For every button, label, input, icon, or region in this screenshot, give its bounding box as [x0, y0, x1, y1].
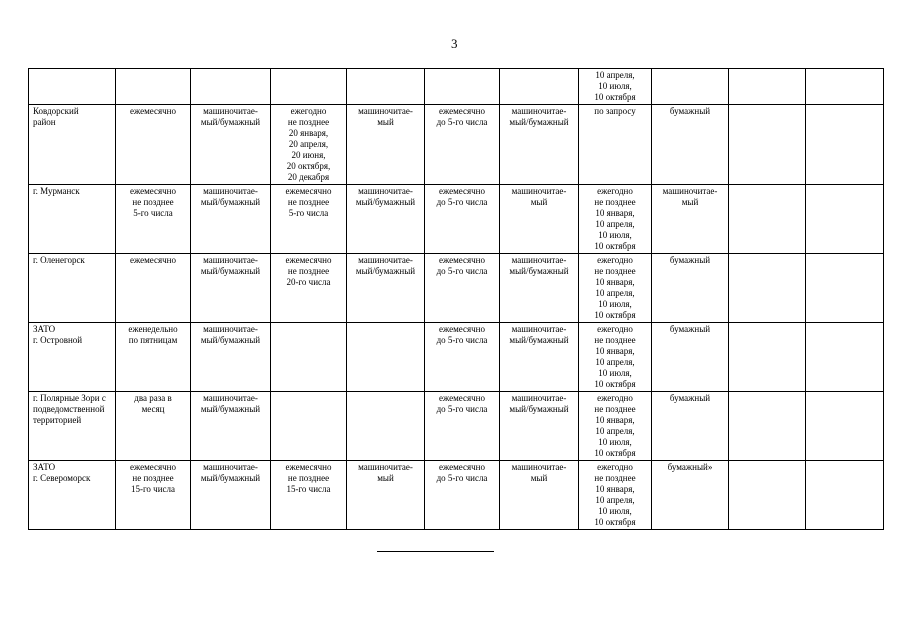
- table-cell: ежемесячно до 5-го числа: [425, 185, 500, 254]
- table-cell: ежемесячно не позднее 5-го числа: [271, 185, 347, 254]
- table-cell: ежемесячно до 5-го числа: [425, 105, 500, 185]
- table-cell: два раза в месяц: [116, 392, 191, 461]
- table-cell: машиночитае- мый/бумажный: [500, 105, 579, 185]
- table-cell: [729, 392, 806, 461]
- table-cell: [652, 69, 729, 105]
- table-cell: машиночитае- мый/бумажный: [191, 254, 271, 323]
- table-cell: [729, 461, 806, 530]
- table-row: [29, 254, 884, 323]
- table-cell: бумажный: [652, 254, 729, 323]
- table-cell: [729, 254, 806, 323]
- table-cell: машиночитае- мый/бумажный: [500, 323, 579, 392]
- territory-cell: г. Оленегорск: [29, 254, 116, 323]
- table-cell: ежемесячно до 5-го числа: [425, 254, 500, 323]
- table-cell: машиночитае- мый: [500, 461, 579, 530]
- table-row: [29, 185, 884, 254]
- table-cell: ежемесячно до 5-го числа: [425, 323, 500, 392]
- table-cell: ежемесячно до 5-го числа: [425, 392, 500, 461]
- table-cell: [806, 461, 884, 530]
- territory-cell: ЗАТО г. Североморск: [29, 461, 116, 530]
- table-cell: [729, 185, 806, 254]
- territory-cell: ЗАТО г. Островной: [29, 323, 116, 392]
- table-row: [29, 461, 884, 530]
- table-cell: ежемесячно не позднее 15-го числа: [116, 461, 191, 530]
- table-cell: [191, 69, 271, 105]
- table-cell: ежемесячно: [116, 254, 191, 323]
- table-cell: ежемесячно не позднее 15-го числа: [271, 461, 347, 530]
- table-cell: машиночитае- мый/бумажный: [191, 323, 271, 392]
- table-cell: [347, 69, 425, 105]
- territory-cell: [29, 69, 116, 105]
- table-cell: машиночитае- мый/бумажный: [347, 254, 425, 323]
- table-cell: машиночитае- мый/бумажный: [191, 461, 271, 530]
- table-cell: еженедельно по пятницам: [116, 323, 191, 392]
- table-cell: [806, 254, 884, 323]
- table-cell: ежемесячно до 5-го числа: [425, 461, 500, 530]
- table-cell: ежегодно не позднее 10 января, 10 апреля, 10 июля, 10 октября: [579, 185, 652, 254]
- table-cell: [500, 69, 579, 105]
- table-cell: [806, 392, 884, 461]
- table-cell: ежегодно не позднее 20 января, 20 апреля, 20 июня, 20 октября, 20 декабря: [271, 105, 347, 185]
- table-row: [29, 105, 884, 185]
- table-cell: [347, 323, 425, 392]
- table-cell: бумажный: [652, 105, 729, 185]
- table-cell: [806, 69, 884, 105]
- table-cell: [271, 323, 347, 392]
- table-cell: [271, 69, 347, 105]
- table-cell: [806, 323, 884, 392]
- table-cell: машиночитае- мый/бумажный: [500, 392, 579, 461]
- table-cell: машиночитае- мый: [652, 185, 729, 254]
- schedule-table: [28, 68, 884, 530]
- table-cell: машиночитае- мый: [347, 105, 425, 185]
- table-cell: [806, 185, 884, 254]
- table-cell: [729, 105, 806, 185]
- table-row: [29, 69, 884, 105]
- territory-cell: Ковдорский район: [29, 105, 116, 185]
- table-cell: бумажный: [652, 323, 729, 392]
- table-cell: машиночитае- мый: [500, 185, 579, 254]
- table-cell: ежегодно не позднее 10 января, 10 апреля, 10 июля, 10 октября: [579, 392, 652, 461]
- table-cell: бумажный»: [652, 461, 729, 530]
- table-cell: машиночитае- мый/бумажный: [347, 185, 425, 254]
- territory-cell: г. Мурманск: [29, 185, 116, 254]
- table-cell: бумажный: [652, 392, 729, 461]
- table-cell: [425, 69, 500, 105]
- table-cell: ежегодно не позднее 10 января, 10 апреля, 10 июля, 10 октября: [579, 254, 652, 323]
- table-cell: машиночитае- мый/бумажный: [500, 254, 579, 323]
- table-cell: 10 апреля, 10 июля, 10 октября: [579, 69, 652, 105]
- table-cell: машиночитае- мый: [347, 461, 425, 530]
- table-cell: [806, 105, 884, 185]
- table-cell: ежемесячно не позднее 5-го числа: [116, 185, 191, 254]
- table-row: [29, 323, 884, 392]
- table-cell: ежегодно не позднее 10 января, 10 апреля, 10 июля, 10 октября: [579, 323, 652, 392]
- territory-cell: г. Полярные Зори с подведомственной территорией: [29, 392, 116, 461]
- table-cell: [347, 392, 425, 461]
- table-cell: по запросу: [579, 105, 652, 185]
- table-cell: [729, 69, 806, 105]
- table-cell: [271, 392, 347, 461]
- table-cell: машиночитае- мый/бумажный: [191, 185, 271, 254]
- page-number: 3: [451, 36, 458, 51]
- table-cell: машиночитае- мый/бумажный: [191, 392, 271, 461]
- table-cell: ежемесячно не позднее 20-го числа: [271, 254, 347, 323]
- table-row: [29, 392, 884, 461]
- table-cell: [116, 69, 191, 105]
- table-cell: ежемесячно: [116, 105, 191, 185]
- table-cell: [729, 323, 806, 392]
- table-cell: машиночитае- мый/бумажный: [191, 105, 271, 185]
- closing-rule-line: [377, 551, 494, 552]
- table-cell: ежегодно не позднее 10 января, 10 апреля, 10 июля, 10 октября: [579, 461, 652, 530]
